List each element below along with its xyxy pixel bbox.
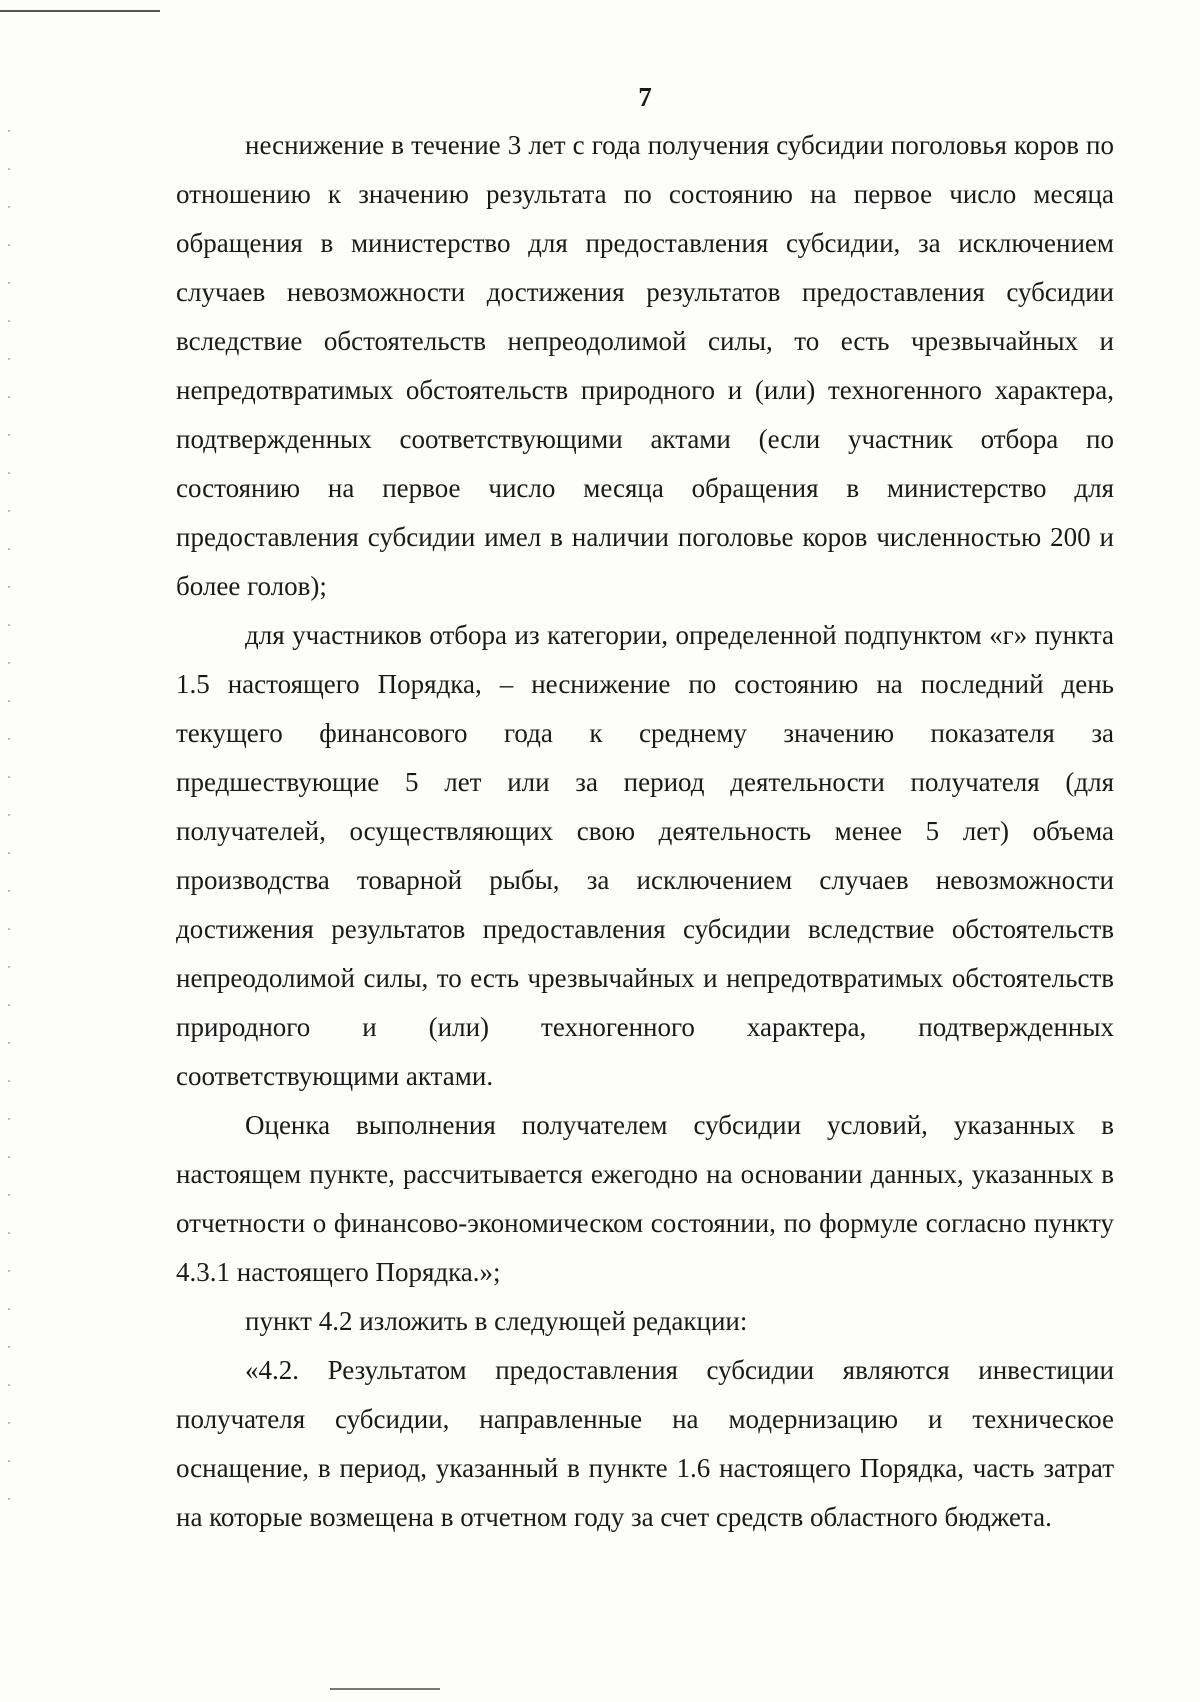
paragraph-fish-production: для участников отбора из категории, определенной подпунктом «г» пункта 1.5 настоящего Порядка, – неснижение по состоянию на последний день текущего финансового года к среднему значению показателя за предшествующие 5 лет или за период деятельности получателя (для получателей, осуществляющих свою деятельность менее 5 лет) объема производства товарной рыбы, за исключением случаев невозможности достижения результатов предоставления субсидии вследствие обстоятельств непреодолимой силы, то есть чрезвычайных и непредотвратимых обстоятельств природного и (или) техногенного характера, подтвержденных соответствующими актами. bbox=[176, 620, 1114, 1091]
scan-bottom-rule bbox=[330, 1688, 440, 1690]
paragraph-cows-livestock: неснижение в течение 3 лет с года получения субсидии поголовья коров по отношению к значению результата по состоянию на первое число месяца обращения в министерство для предоставления субсидии, за исключением случаев невозможности достижения результатов предоставления субсидии вследствие обстоятельств непреодолимой силы, то есть чрезвычайных и непредотвратимых обстоятельств природного и (или) техногенного характера, подтвержденных соответствующими актами (если участник отбора по состоянию на первое число месяца обращения в министерство для предоставления субсидии имел в наличии поголовье коров численностью 200 и более голов); bbox=[176, 130, 1114, 601]
paragraph-amendment-intro: пункт 4.2 изложить в следующей редакции: bbox=[245, 1306, 748, 1336]
paragraph-assessment: Оценка выполнения получателем субсидии условий, указанных в настоящем пункте, рассчитывается ежегодно на основании данных, указанных в отчетности о финансово-экономическом состоянии, по формуле согласно пункту 4.3.1 настоящего Порядка.»; bbox=[176, 1110, 1114, 1287]
page-number: 7 bbox=[638, 82, 652, 112]
scan-top-rule bbox=[0, 10, 160, 12]
document-body bbox=[176, 121, 1114, 1542]
paragraph-section-4-2: «4.2. Результатом предоставления субсидии являются инвестиции получателя субсидии, направленные на модернизацию и техническое оснащение, в период, указанный в пункте 1.6 настоящего Порядка, часть затрат на которые возмещена в отчетном году за счет средств областного бюджета. bbox=[176, 1355, 1114, 1532]
scan-margin-marks bbox=[8, 130, 10, 1530]
